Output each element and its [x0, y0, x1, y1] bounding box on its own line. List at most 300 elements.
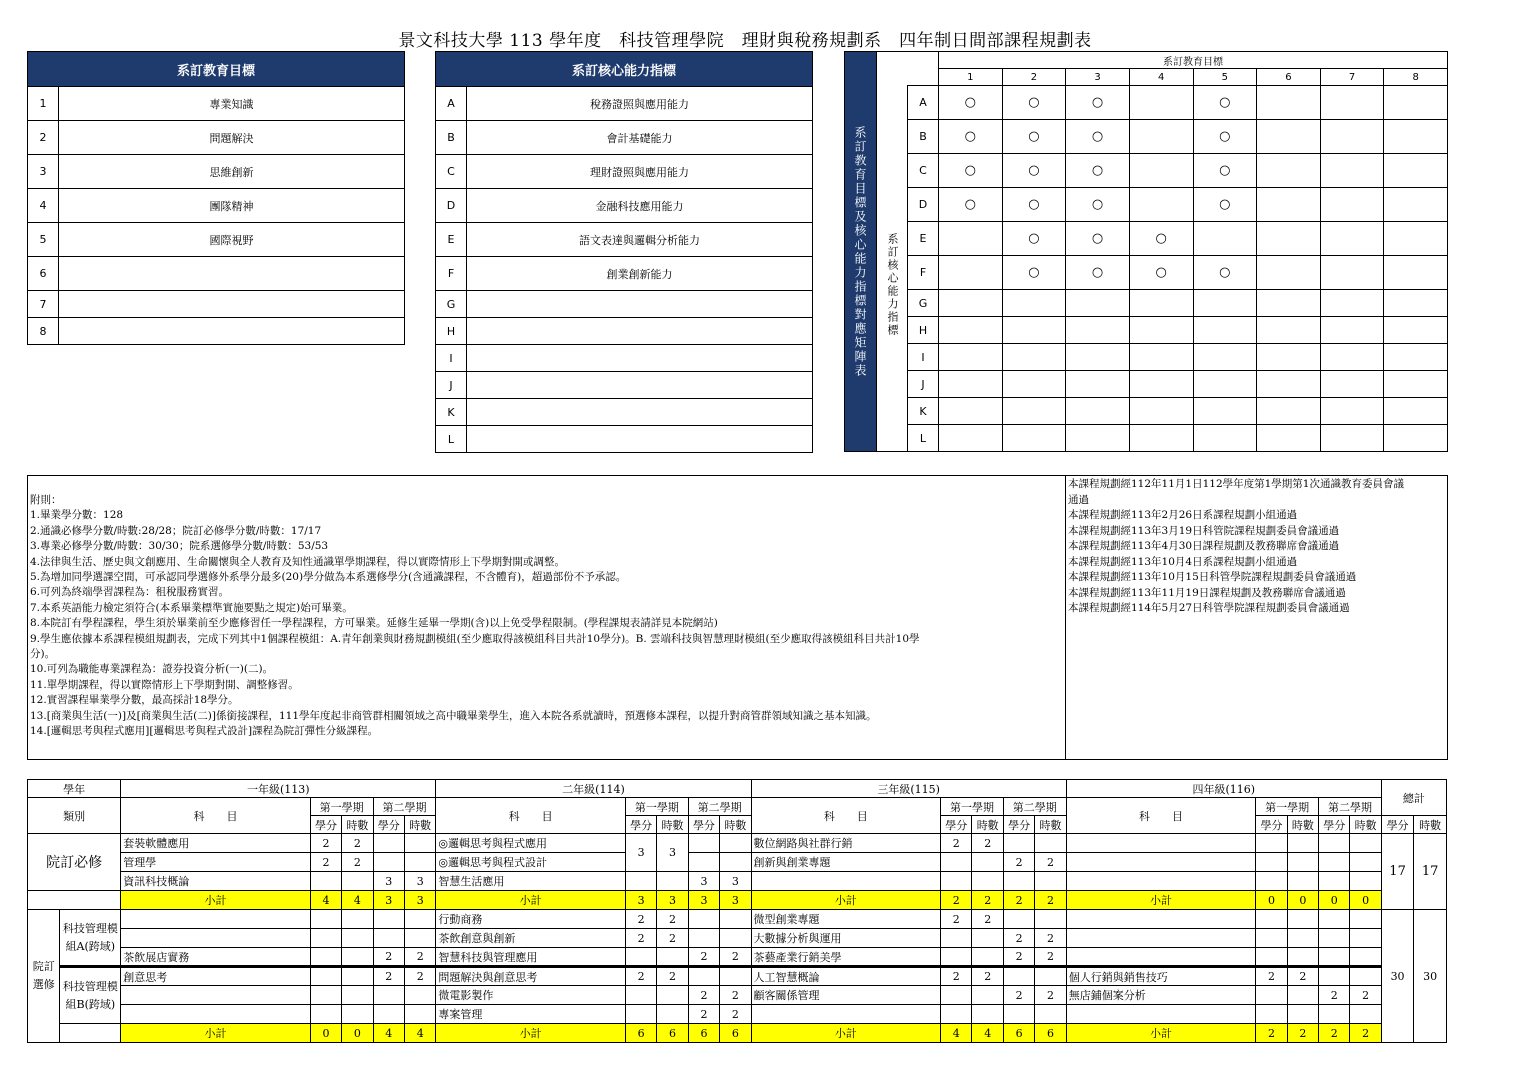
- course-name: 微電影製作: [436, 986, 626, 1005]
- header-type: 類別: [28, 798, 121, 834]
- elective-subtotal-row: [28, 1024, 1447, 1043]
- ability-text: [467, 291, 813, 318]
- course-name: [751, 1005, 941, 1024]
- course-value: [1287, 948, 1318, 967]
- course-name: 創意思考: [121, 967, 311, 986]
- course-value: [720, 929, 751, 948]
- year-header: 二年級(114): [436, 780, 751, 798]
- matrix-row: [845, 120, 1448, 154]
- matrix-row-code: K: [908, 398, 939, 425]
- course-name: [1066, 872, 1256, 891]
- matrix-cell: [939, 256, 1003, 290]
- course-value: 2: [941, 834, 972, 853]
- course-name: 茶飲展店實務: [121, 948, 311, 967]
- subtotal-label: 小計: [121, 891, 311, 910]
- course-value: [1287, 986, 1318, 1005]
- subtotal-value: 6: [1003, 1024, 1034, 1043]
- course-value: 2: [972, 834, 1003, 853]
- course-name: 個人行銷與銷售技巧: [1066, 967, 1256, 986]
- matrix-cell: [939, 371, 1003, 398]
- course-value: [373, 1005, 404, 1024]
- course-name: 創新與創業專題: [751, 853, 941, 872]
- module-b-row: [28, 1005, 1447, 1024]
- matrix-mark: ○: [1193, 154, 1257, 188]
- page-title: 景文科技大學 113 學年度 科技管理學院 理財與稅務規劃系 四年制日間部課程規劃表: [398, 31, 1092, 51]
- course-value: [1350, 1005, 1381, 1024]
- matrix-cell: [1384, 222, 1448, 256]
- course-name: 行動商務: [436, 910, 626, 929]
- subtotal-value: 6: [1035, 1024, 1066, 1043]
- header-unit: 時數: [720, 816, 751, 834]
- goal-text: 專業知識: [59, 87, 405, 121]
- matrix-cell: [1257, 188, 1321, 222]
- course-value: 2: [1035, 986, 1066, 1005]
- matrix-row-code: H: [908, 317, 939, 344]
- approval-line: 本課程規劃經113年10月15日科管學院課程規劃委員會議通過: [1068, 571, 1357, 583]
- course-value: [342, 1005, 373, 1024]
- matrix-cell: [1193, 425, 1257, 452]
- subtotal-value: 3: [404, 891, 435, 910]
- module-a-label: 科技管理模組A(跨域): [60, 910, 121, 967]
- goal-row: [28, 318, 405, 345]
- matrix-cell: [1066, 290, 1130, 317]
- matrix-cell: [1320, 120, 1384, 154]
- subtotal-value: 0: [1350, 891, 1381, 910]
- header-subject: 科 目: [436, 798, 626, 834]
- course-value: [1350, 834, 1381, 853]
- elective-label: 院訂選修: [28, 910, 60, 1043]
- course-name: 數位網路與社群行銷: [751, 834, 941, 853]
- matrix-cell: [1066, 317, 1130, 344]
- matrix-cell: [1320, 425, 1384, 452]
- matrix-col-number: 1: [939, 69, 1003, 86]
- note-line: 附則：: [30, 494, 62, 506]
- required-row: [28, 853, 1447, 872]
- ability-text: [467, 318, 813, 345]
- header-unit: 學分: [373, 816, 404, 834]
- matrix-cell: [1257, 344, 1321, 371]
- course-value: [720, 834, 751, 853]
- year-header: 四年級(116): [1066, 780, 1381, 798]
- course-value: [1319, 1005, 1350, 1024]
- matrix-col-number: 6: [1257, 69, 1321, 86]
- subtotal-value: 3: [373, 891, 404, 910]
- course-value: [373, 929, 404, 948]
- course-value: [1256, 834, 1287, 853]
- course-value: [972, 872, 1003, 891]
- abilities-header: 系訂核心能力指標: [436, 52, 813, 87]
- goal-text: 團隊精神: [59, 189, 405, 223]
- matrix-row: [845, 398, 1448, 425]
- note-line: 12.實習課程畢業學分數，最高採計18學分。: [30, 694, 239, 707]
- subtotal-value: 0: [310, 1024, 341, 1043]
- matrix-row: [845, 425, 1448, 452]
- goal-text: [59, 257, 405, 291]
- ability-code: L: [436, 426, 467, 453]
- matrix-row-code: B: [908, 120, 939, 154]
- course-value: 3: [720, 872, 751, 891]
- matrix-blank: [877, 86, 908, 120]
- course-value: [720, 910, 751, 929]
- course-value: [310, 948, 341, 967]
- goal-text: 國際視野: [59, 223, 405, 257]
- course-value: [941, 872, 972, 891]
- course-value: [972, 986, 1003, 1005]
- goal-number: 7: [28, 291, 59, 318]
- note-line: 10.可列為職能專業課程為：證券投資分析(一)(二)。: [30, 663, 274, 676]
- course-value: [1256, 986, 1287, 1005]
- matrix-cell: [1129, 317, 1193, 344]
- matrix-row: [845, 317, 1448, 344]
- matrix-cell: [1066, 344, 1130, 371]
- matrix-cell: [1257, 222, 1321, 256]
- ability-code: H: [436, 318, 467, 345]
- matrix-cell: [939, 222, 1003, 256]
- subtotal-label: 小計: [1066, 891, 1256, 910]
- course-name: [121, 986, 311, 1005]
- ability-code: C: [436, 155, 467, 189]
- course-value: [1035, 1005, 1066, 1024]
- goal-row: [28, 257, 405, 291]
- course-value: [720, 853, 751, 872]
- course-value: 2: [404, 967, 435, 986]
- course-value: 2: [1003, 948, 1034, 967]
- course-value: [310, 929, 341, 948]
- approvals-list: [1068, 477, 1444, 617]
- course-sem-row: [28, 798, 1447, 816]
- course-name: 人工智慧概論: [751, 967, 941, 986]
- notes-box: [27, 475, 1448, 760]
- matrix-cell: [1002, 317, 1066, 344]
- goals-table: [27, 51, 405, 345]
- subtotal-value: 4: [373, 1024, 404, 1043]
- goal-number: 2: [28, 121, 59, 155]
- subtotal-value: 2: [1256, 1024, 1287, 1043]
- goal-text: 問題解決: [59, 121, 405, 155]
- ability-text: [467, 399, 813, 426]
- course-value: [688, 910, 719, 929]
- course-value: 3: [373, 872, 404, 891]
- matrix-cell: [1384, 317, 1448, 344]
- ability-row: [436, 318, 813, 345]
- course-name: [121, 910, 311, 929]
- matrix-cell: [1129, 344, 1193, 371]
- course-name: 套裝軟體應用: [121, 834, 311, 853]
- goal-text: [59, 291, 405, 318]
- required-label: 院訂必修: [28, 834, 121, 891]
- subtotal-value: 6: [688, 1024, 719, 1043]
- matrix-cell: [1129, 154, 1193, 188]
- required-total-hours: 17: [1414, 834, 1447, 910]
- ability-text: 理財證照與應用能力: [467, 155, 813, 189]
- subtotal-value: 4: [404, 1024, 435, 1043]
- matrix-cell: [939, 398, 1003, 425]
- ability-row: [436, 155, 813, 189]
- course-name: [121, 929, 311, 948]
- course-value: [404, 834, 435, 853]
- course-value: [1287, 853, 1318, 872]
- matrix-cell: [1066, 398, 1130, 425]
- course-value: [373, 986, 404, 1005]
- matrix-cell: [1257, 317, 1321, 344]
- matrix-col-number: 5: [1193, 69, 1257, 86]
- matrix-cell: [1320, 256, 1384, 290]
- course-value: [1319, 929, 1350, 948]
- subtotal-value: 6: [657, 1024, 688, 1043]
- note-line: 1.畢業學分數：128: [30, 509, 124, 522]
- goal-row: [28, 121, 405, 155]
- subtotal-value: 6: [720, 1024, 751, 1043]
- matrix-mark: ○: [1066, 86, 1130, 120]
- course-value: [1287, 1005, 1318, 1024]
- course-value: 2: [657, 910, 688, 929]
- course-value: 2: [310, 834, 341, 853]
- subtotal-value: 3: [657, 891, 688, 910]
- matrix-cell: [1129, 188, 1193, 222]
- goal-number: 3: [28, 155, 59, 189]
- goals-header: 系訂教育目標: [28, 52, 405, 87]
- course-value: [404, 986, 435, 1005]
- matrix-row-code: G: [908, 290, 939, 317]
- matrix-cell: [1257, 154, 1321, 188]
- ability-text: 會計基礎能力: [467, 121, 813, 155]
- course-value: [310, 986, 341, 1005]
- matrix-mark: ○: [1066, 222, 1130, 256]
- required-subtotal-row: [28, 891, 1447, 910]
- ability-row: [436, 223, 813, 257]
- approval-line: 本課程規劃經113年4月30日課程規劃及教務聯席會議通過: [1068, 540, 1340, 552]
- module-a-row: [28, 929, 1447, 948]
- goal-number: 4: [28, 189, 59, 223]
- subtotal-value: 0: [1287, 891, 1318, 910]
- header-unit: 時數: [1350, 816, 1381, 834]
- matrix-cell: [1257, 256, 1321, 290]
- matrix-cell: [1384, 398, 1448, 425]
- matrix-row: [845, 290, 1448, 317]
- course-value: [1256, 1005, 1287, 1024]
- goal-number: 1: [28, 87, 59, 121]
- header-unit: 時數: [1414, 816, 1447, 834]
- matrix-row-code: E: [908, 222, 939, 256]
- ability-row: [436, 399, 813, 426]
- header-sem1: 第一學期: [625, 798, 688, 816]
- ability-text: 創業創新能力: [467, 257, 813, 291]
- course-value: [1350, 853, 1381, 872]
- course-value: [1319, 853, 1350, 872]
- note-line: 11.單學期課程，得以實際情形上下學期對開、調整修習。: [30, 678, 299, 691]
- header-unit: 學分: [941, 816, 972, 834]
- course-value: [688, 853, 719, 872]
- elective-total-credits: 30: [1381, 910, 1413, 1043]
- matrix-cell: [1257, 371, 1321, 398]
- goal-text: 思維創新: [59, 155, 405, 189]
- matrix-row: [845, 371, 1448, 398]
- course-value: 2: [373, 967, 404, 986]
- course-value: [404, 910, 435, 929]
- course-value: [404, 929, 435, 948]
- ability-code: F: [436, 257, 467, 291]
- matrix-mark: ○: [1002, 188, 1066, 222]
- matrix-cell: [939, 425, 1003, 452]
- note-line: 5.為增加同學選課空間，可承認同學選修外系學分最多(20)學分做為本系選修學分(含通識課程，不含體育)，超過部份不予承認。: [30, 571, 627, 584]
- matrix-cell: [1320, 317, 1384, 344]
- matrix-cell: [1257, 425, 1321, 452]
- goal-row: [28, 87, 405, 121]
- note-line: 4.法律與生活、歷史與文創應用、生命關懷與全人教育及知性通識單學期課程，得以實際情形上下學期對開或調整。: [30, 555, 566, 568]
- ability-code: D: [436, 189, 467, 223]
- course-value: [1287, 910, 1318, 929]
- required-row: [28, 834, 1447, 853]
- matrix-cell: [1193, 290, 1257, 317]
- course-value: 2: [310, 853, 341, 872]
- required-total-credits: 17: [1381, 834, 1413, 910]
- ability-code: K: [436, 399, 467, 426]
- course-value: 2: [1003, 929, 1034, 948]
- course-value: [1256, 872, 1287, 891]
- matrix-mark: ○: [1129, 222, 1193, 256]
- header-total: 總計: [1381, 780, 1446, 816]
- course-name: [1066, 910, 1256, 929]
- course-name: 茶藝產業行銷美學: [751, 948, 941, 967]
- ability-text: [467, 372, 813, 399]
- course-value: 2: [972, 910, 1003, 929]
- subtotal-value: 2: [941, 891, 972, 910]
- course-year-row: [28, 780, 1447, 798]
- subtotal-value: 0: [342, 1024, 373, 1043]
- course-value: [342, 986, 373, 1005]
- note-line: 6.可列為終端學習課程為：租稅服務實習。: [30, 586, 230, 599]
- matrix-cell: [1320, 398, 1384, 425]
- course-value: [657, 872, 688, 891]
- course-value: [1350, 929, 1381, 948]
- required-row: [28, 872, 1447, 891]
- header-sem1: 第一學期: [1256, 798, 1319, 816]
- matrix-mark: ○: [1193, 188, 1257, 222]
- note-line: 9.學生應依據本系課程模組規劃表，完成下列其中1個課程模組：A.青年創業與財務規劃模組(至少應取得該模組科目共計10學分)。B. 雲端科技與智慧理財模組(至少應取得該模組科目共計10學: [30, 632, 920, 645]
- header-unit: 學分: [1256, 816, 1287, 834]
- matrix-row-code: C: [908, 154, 939, 188]
- approval-line: 本課程規劃經113年11月19日課程規劃及教務聯席會議通過: [1068, 586, 1346, 599]
- subtotal-label: 小計: [751, 1024, 941, 1043]
- header-unit: 時數: [972, 816, 1003, 834]
- subtotal-value: 2: [1003, 891, 1034, 910]
- course-value: 2: [1035, 948, 1066, 967]
- subtotal-value: 4: [342, 891, 373, 910]
- subtotal-blank: [60, 1024, 121, 1043]
- course-name: 茶飲創意與創新: [436, 929, 626, 948]
- ability-text: [467, 426, 813, 453]
- ability-text: 稅務證照與應用能力: [467, 87, 813, 121]
- matrix-col-number: 2: [1002, 69, 1066, 86]
- course-value: [972, 1005, 1003, 1024]
- matrix-table: [844, 51, 1448, 452]
- course-name: 智慧生活應用: [436, 872, 626, 891]
- matrix-row: [845, 222, 1448, 256]
- course-value: 2: [720, 948, 751, 967]
- header-unit: 學分: [310, 816, 341, 834]
- matrix-inner-label: 系訂核心能力指標: [877, 120, 908, 452]
- course-value: [657, 948, 688, 967]
- matrix-cell: [939, 344, 1003, 371]
- course-value: [310, 967, 341, 986]
- course-value: [688, 929, 719, 948]
- course-value: 2: [1350, 986, 1381, 1005]
- matrix-row: [845, 86, 1448, 120]
- course-value: [657, 986, 688, 1005]
- module-b-row: [28, 967, 1447, 986]
- approval-line: 本課程規劃經113年10月4日系課程規劃小組通過: [1068, 555, 1298, 568]
- course-value: 2: [1003, 853, 1034, 872]
- course-value: 3: [625, 834, 656, 872]
- matrix-cell: [1384, 188, 1448, 222]
- course-value: [1256, 929, 1287, 948]
- matrix-cell: [1320, 86, 1384, 120]
- header-year: 學年: [28, 780, 121, 798]
- matrix-cell: [1384, 256, 1448, 290]
- abilities-table: [435, 51, 813, 453]
- matrix-cell: [1129, 290, 1193, 317]
- matrix-col-number: 4: [1129, 69, 1193, 86]
- matrix-cell: [1257, 290, 1321, 317]
- course-value: [1256, 853, 1287, 872]
- course-value: 2: [688, 986, 719, 1005]
- matrix-mark: ○: [1002, 120, 1066, 154]
- matrix-mark: ○: [1066, 154, 1130, 188]
- matrix-cell: [1129, 371, 1193, 398]
- approval-line: 本課程規劃經114年5月27日科管學院課程規劃委員會議通過: [1068, 602, 1350, 614]
- course-value: 3: [657, 834, 688, 872]
- subtotal-value: 3: [720, 891, 751, 910]
- approval-line: 本課程規劃經113年3月19日科管院課程規劃委員會議通過: [1068, 524, 1340, 537]
- course-value: 2: [1035, 853, 1066, 872]
- header-unit: 時數: [1035, 816, 1066, 834]
- header-unit: 學分: [1319, 816, 1350, 834]
- course-value: 2: [688, 1005, 719, 1024]
- course-value: [1287, 872, 1318, 891]
- course-value: [941, 986, 972, 1005]
- subtotal-value: 6: [625, 1024, 656, 1043]
- elective-total-hours: 30: [1414, 910, 1447, 1043]
- course-value: 2: [404, 948, 435, 967]
- subtotal-label: 小計: [751, 891, 941, 910]
- subtotal-value: 0: [1319, 891, 1350, 910]
- matrix-col-number: 8: [1384, 69, 1448, 86]
- course-value: 2: [625, 967, 656, 986]
- subtotal-label: 小計: [121, 1024, 311, 1043]
- course-name: 微型創業專題: [751, 910, 941, 929]
- matrix-cell: [1129, 120, 1193, 154]
- course-name: 大數據分析與運用: [751, 929, 941, 948]
- note-line: 8.本院訂有學程課程，學生須於畢業前至少應修習任一學程課程，方可畢業。延修生延畢一學期(含)以上免受學程限制。(學程課規表請詳見本院網站): [30, 617, 718, 630]
- matrix-mark: ○: [1193, 120, 1257, 154]
- matrix-cell: [1320, 290, 1384, 317]
- course-value: 2: [657, 967, 688, 986]
- course-value: 2: [625, 910, 656, 929]
- course-value: 2: [972, 967, 1003, 986]
- matrix-cell: [1002, 398, 1066, 425]
- matrix-row-code: L: [908, 425, 939, 452]
- course-value: 2: [720, 986, 751, 1005]
- course-value: [1319, 834, 1350, 853]
- matrix-cell: [1129, 86, 1193, 120]
- course-name: [1066, 948, 1256, 967]
- matrix-cell: [1320, 154, 1384, 188]
- header-unit: 學分: [1381, 816, 1413, 834]
- course-value: 2: [342, 834, 373, 853]
- course-value: [625, 986, 656, 1005]
- course-value: 2: [688, 948, 719, 967]
- course-value: [1350, 910, 1381, 929]
